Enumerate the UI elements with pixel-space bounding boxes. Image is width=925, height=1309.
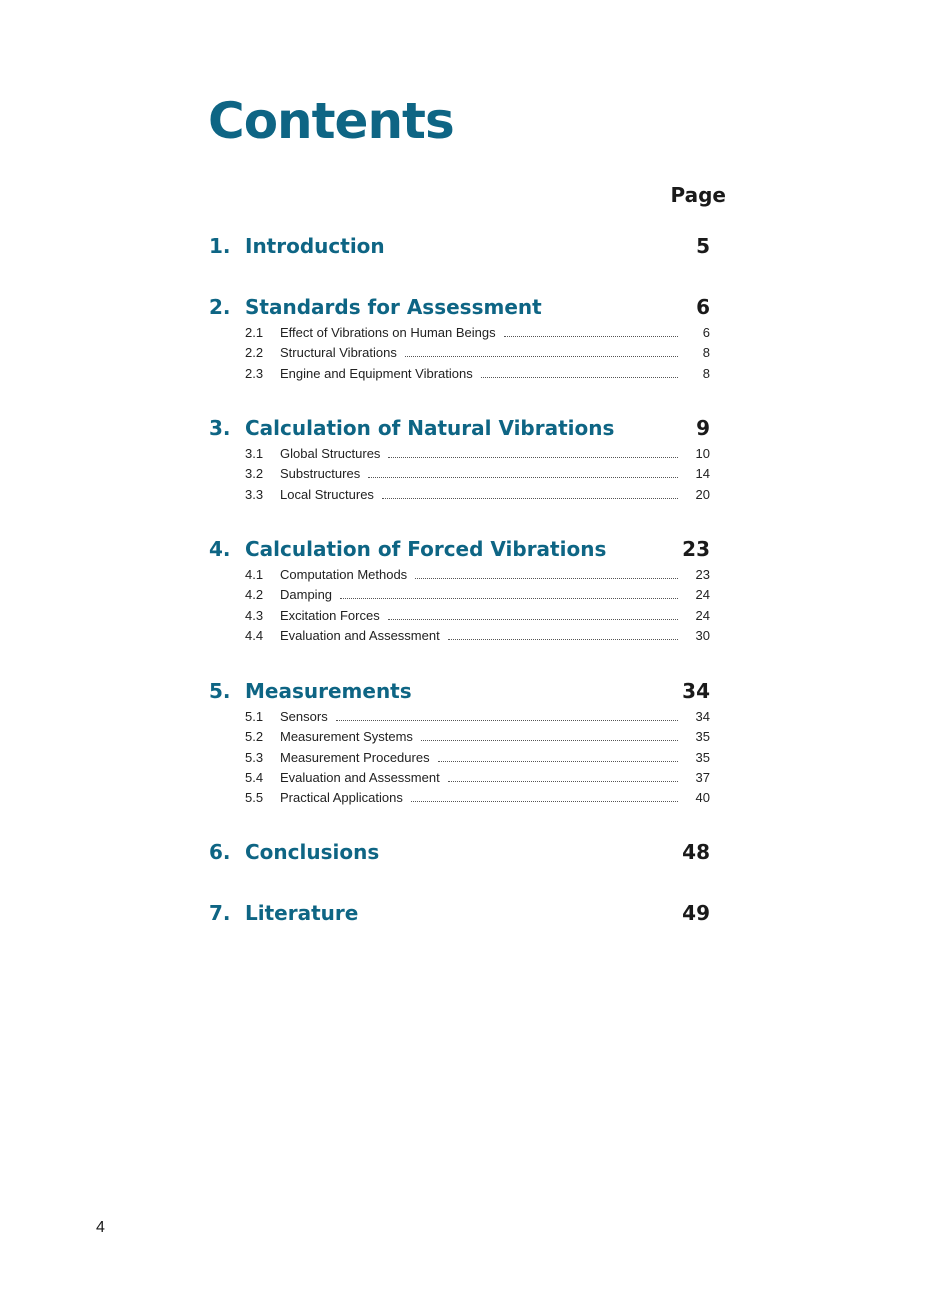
dot-leader (411, 801, 678, 802)
section-title: Measurement Systems (280, 729, 413, 745)
section-page: 8 (702, 365, 710, 381)
section-number: 4.4 (245, 627, 264, 643)
page-number: 4 (96, 1219, 105, 1236)
page-column-label: Page (670, 183, 726, 207)
chapter-title: Calculation of Forced Vibrations (245, 537, 607, 561)
section-title: Sensors (280, 709, 328, 724)
dot-leader (438, 761, 678, 762)
section-title: Local Structures (280, 486, 374, 502)
section-row[interactable] (0, 487, 925, 507)
chapter-number: 6. (209, 840, 231, 864)
section-number: 3.1 (245, 446, 264, 461)
chapter-title: Literature (245, 901, 359, 925)
section-page: 40 (695, 790, 710, 806)
section-row[interactable] (0, 709, 925, 729)
toc-chapter (0, 295, 925, 386)
chapter-page: 48 (682, 840, 710, 864)
dot-leader (481, 377, 678, 378)
section-number: 5.1 (245, 709, 264, 724)
section-page: 30 (695, 627, 710, 643)
chapter-page: 9 (696, 416, 710, 440)
chapter-row[interactable] (0, 840, 925, 870)
section-row[interactable] (0, 770, 925, 790)
section-title: Engine and Equipment Vibrations (280, 365, 473, 381)
chapter-number: 3. (209, 416, 231, 440)
dot-leader (388, 457, 678, 458)
section-page: 24 (695, 607, 710, 623)
dot-leader (504, 336, 678, 337)
dot-leader (448, 639, 678, 640)
chapter-number: 1. (209, 234, 231, 258)
section-number: 5.4 (245, 769, 264, 785)
chapter-row[interactable] (0, 537, 925, 567)
section-number: 2.1 (245, 325, 264, 340)
dot-leader (336, 720, 678, 721)
section-number: 5.2 (245, 729, 264, 745)
section-row[interactable] (0, 345, 925, 365)
section-number: 3.2 (245, 466, 264, 482)
section-page: 14 (695, 466, 710, 482)
chapter-page: 5 (696, 234, 710, 258)
section-title: Damping (280, 587, 333, 603)
chapter-title: Introduction (245, 234, 385, 258)
toc-chapter (0, 901, 925, 931)
section-number: 2.2 (245, 345, 264, 361)
section-number: 4.2 (245, 587, 264, 603)
section-number: 4.3 (245, 607, 264, 623)
chapter-number: 4. (209, 537, 231, 561)
section-row[interactable] (0, 729, 925, 749)
section-row[interactable] (0, 446, 925, 466)
section-number: 5.5 (245, 790, 264, 806)
section-page: 8 (702, 345, 710, 361)
toc-chapter (0, 679, 925, 810)
section-number: 3.3 (245, 486, 264, 502)
section-title: Evaluation and Assessment (280, 627, 440, 643)
dot-leader (368, 477, 678, 478)
section-row[interactable] (0, 628, 925, 648)
section-title: Measurement Procedures (280, 749, 430, 765)
section-title: Excitation Forces (280, 607, 380, 623)
chapter-row[interactable] (0, 901, 925, 931)
section-title: Practical Applications (280, 790, 403, 806)
section-row[interactable] (0, 587, 925, 607)
chapter-row[interactable] (0, 416, 925, 446)
chapter-title: Calculation of Natural Vibrations (245, 416, 615, 440)
section-number: 4.1 (245, 567, 264, 582)
section-row[interactable] (0, 366, 925, 386)
dot-leader (388, 619, 678, 620)
section-page: 37 (695, 769, 710, 785)
section-title: Global Structures (280, 446, 381, 461)
toc-chapter (0, 416, 925, 507)
toc-chapter (0, 234, 925, 264)
section-title: Evaluation and Assessment (280, 769, 440, 785)
section-page: 35 (695, 729, 710, 745)
section-row[interactable] (0, 608, 925, 628)
section-row[interactable] (0, 750, 925, 770)
chapter-page: 34 (682, 679, 710, 703)
chapter-number: 2. (209, 295, 231, 319)
section-number: 2.3 (245, 365, 264, 381)
chapter-title: Measurements (245, 679, 412, 703)
section-page: 20 (695, 486, 710, 502)
toc-chapter (0, 840, 925, 870)
section-title: Effect of Vibrations on Human Beings (280, 325, 496, 340)
section-row[interactable] (0, 325, 925, 345)
chapter-title: Conclusions (245, 840, 380, 864)
section-row[interactable] (0, 466, 925, 486)
section-title: Structural Vibrations (280, 345, 397, 361)
page-title: Contents (208, 92, 454, 150)
toc-chapter (0, 537, 925, 648)
dot-leader (405, 356, 678, 357)
chapter-page: 49 (682, 901, 710, 925)
section-page: 35 (695, 749, 710, 765)
chapter-page: 23 (682, 537, 710, 561)
section-title: Computation Methods (280, 567, 408, 582)
chapter-row[interactable] (0, 295, 925, 325)
section-page: 23 (695, 567, 710, 582)
chapter-number: 5. (209, 679, 231, 703)
chapter-number: 7. (209, 901, 231, 925)
section-number: 5.3 (245, 749, 264, 765)
chapter-row[interactable] (0, 234, 925, 264)
section-title: Substructures (280, 466, 361, 482)
section-page: 34 (695, 709, 710, 724)
section-page: 24 (695, 587, 710, 603)
chapter-title: Standards for Assessment (245, 295, 542, 319)
chapter-row[interactable] (0, 679, 925, 709)
section-page: 10 (695, 446, 710, 461)
dot-leader (340, 598, 678, 599)
section-row[interactable] (0, 790, 925, 810)
dot-leader (415, 578, 678, 579)
section-page: 6 (702, 325, 710, 340)
dot-leader (382, 498, 678, 499)
chapter-page: 6 (696, 295, 710, 319)
section-row[interactable] (0, 567, 925, 587)
dot-leader (448, 781, 678, 782)
dot-leader (421, 740, 678, 741)
